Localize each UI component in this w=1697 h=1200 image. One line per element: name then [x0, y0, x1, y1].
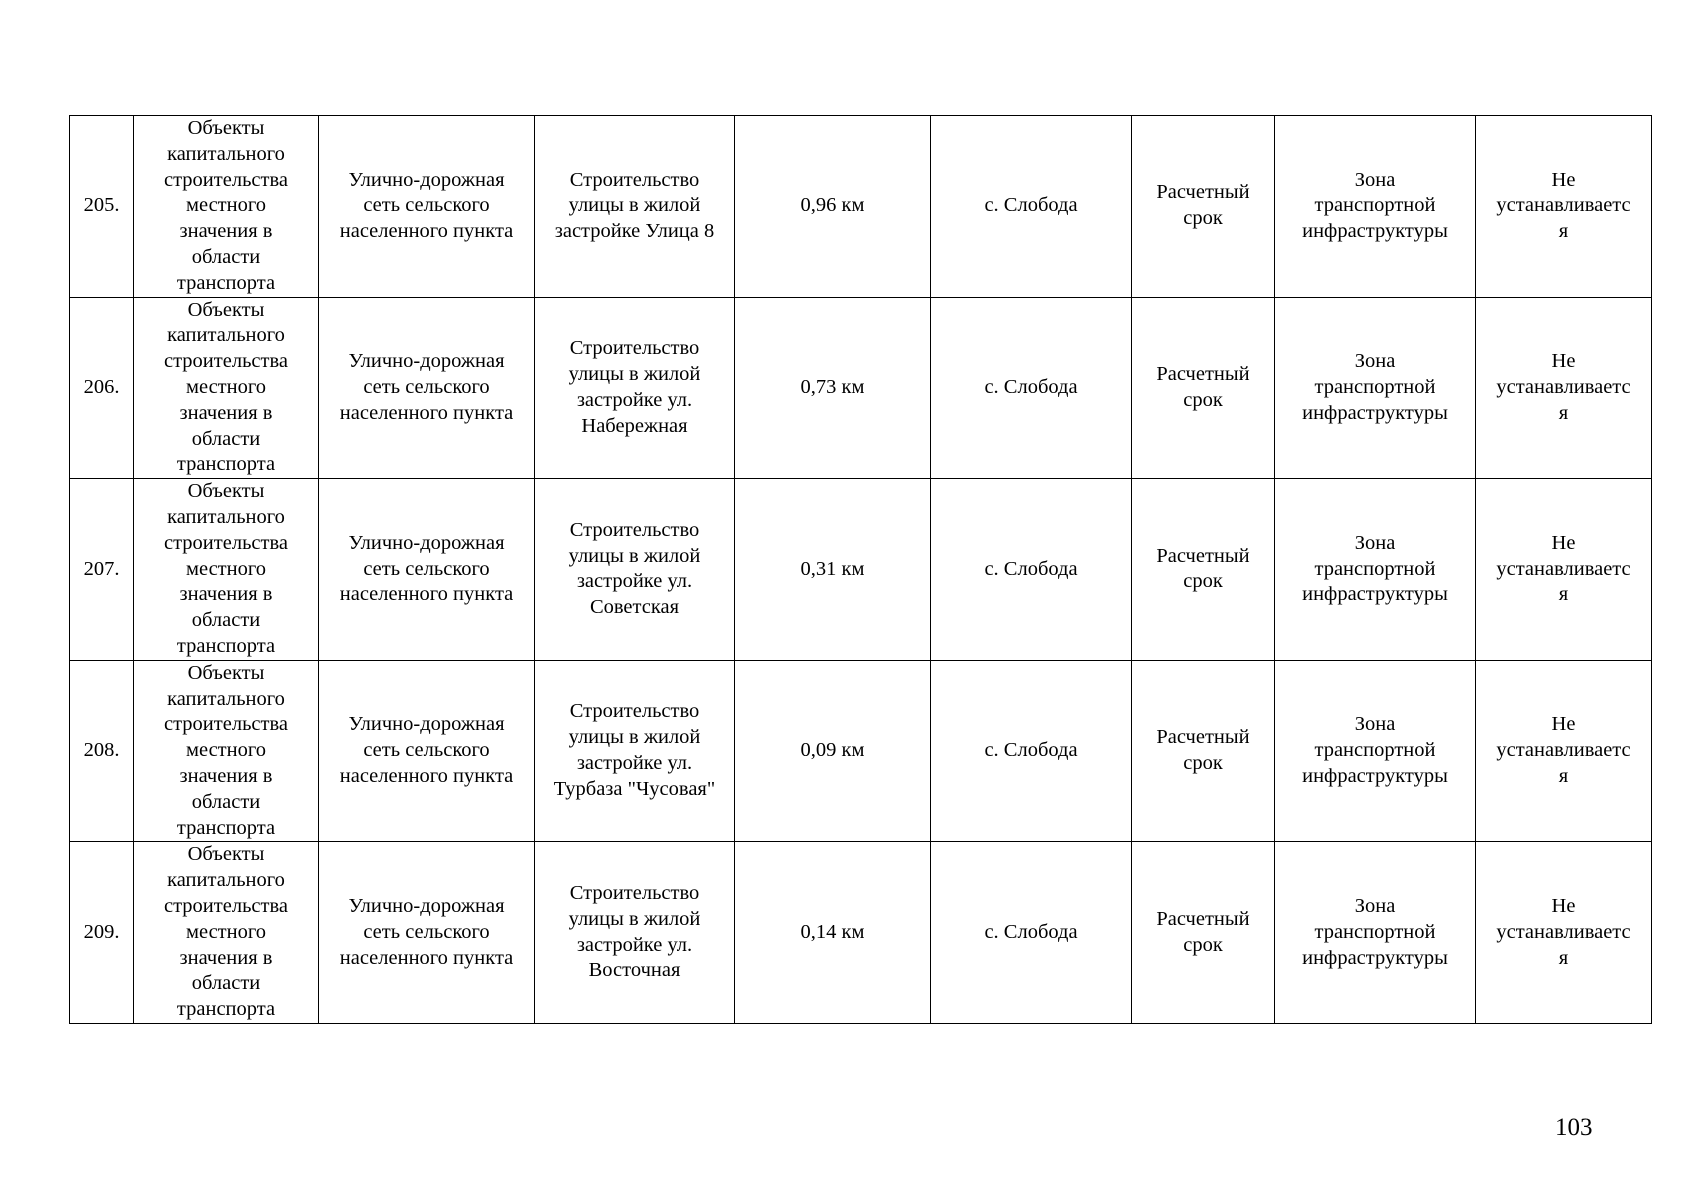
- cell-text-line: значения в: [179, 583, 273, 606]
- zone-cell: [1275, 116, 1476, 298]
- cell-text-line: населенного пункта: [339, 764, 514, 787]
- cell-text-line: области: [191, 972, 261, 995]
- cell-text-line: Строительство: [569, 168, 700, 191]
- cell-text-line: застройке ул.: [576, 388, 693, 411]
- cell-text-line: сеть сельского: [363, 739, 490, 762]
- cell-text-line: населенного пункта: [339, 401, 514, 424]
- protection-zone-cell: [1476, 842, 1652, 1024]
- table-row: [70, 116, 1652, 298]
- zone-cell: [1275, 479, 1476, 661]
- cell-text-line: Строительство: [569, 700, 700, 723]
- zone-cell: [1275, 842, 1476, 1024]
- cell-text-line: транспортной: [1314, 920, 1436, 943]
- table-body: [70, 116, 1652, 1024]
- cell-text-line: Не: [1551, 713, 1576, 736]
- cell-text-line: населенного пункта: [339, 220, 514, 243]
- cell-text-line: транспортной: [1314, 375, 1436, 398]
- location-cell: с. Слобода: [931, 842, 1132, 1024]
- cell-text-line: Зона: [1354, 531, 1396, 554]
- cell-text-line: капитального: [167, 869, 285, 892]
- cell-text-line: срок: [1183, 207, 1223, 230]
- category-cell: [134, 116, 319, 298]
- term-cell: [1132, 660, 1275, 842]
- cell-text-line: улицы в жилой: [568, 363, 701, 386]
- cell-text-line: местного: [185, 375, 266, 398]
- purpose-cell: [535, 116, 735, 298]
- cell-text-line: улицы в жилой: [568, 544, 701, 567]
- category-cell: [134, 842, 319, 1024]
- cell-text-line: строительства: [164, 531, 288, 554]
- cell-text-line: я: [1558, 946, 1569, 969]
- cell-text-line: Объекты: [187, 843, 265, 866]
- cell-text-line: инфраструктуры: [1302, 764, 1448, 787]
- cell-text-line: строительства: [164, 350, 288, 373]
- length-cell: 0,14 км: [735, 842, 931, 1024]
- cell-text-line: инфраструктуры: [1302, 401, 1448, 424]
- cell-text-line: улицы в жилой: [568, 726, 701, 749]
- cell-text-line: Набережная: [581, 414, 688, 437]
- table-row: [70, 660, 1652, 842]
- objects-table: [69, 115, 1652, 1024]
- cell-text-line: значения в: [179, 220, 273, 243]
- page-number: 103: [1555, 1114, 1593, 1141]
- cell-text-line: сеть сельского: [363, 920, 490, 943]
- cell-text-line: я: [1558, 401, 1569, 424]
- cell-text-line: Расчетный: [1156, 181, 1250, 204]
- length-cell: 0,96 км: [735, 116, 931, 298]
- cell-text-line: инфраструктуры: [1302, 946, 1448, 969]
- cell-text-line: Улично-дорожная: [348, 894, 505, 917]
- protection-zone-cell: [1476, 479, 1652, 661]
- cell-text-line: значения в: [179, 764, 273, 787]
- cell-text-line: улицы в жилой: [568, 194, 701, 217]
- cell-text-line: Объекты: [187, 480, 265, 503]
- cell-text-line: Не: [1551, 350, 1576, 373]
- cell-text-line: застройке ул.: [576, 933, 693, 956]
- cell-text-line: Советская: [589, 596, 680, 619]
- cell-text-line: Объекты: [187, 117, 265, 139]
- cell-text-line: устанавливаетс: [1496, 375, 1631, 398]
- cell-text-line: местного: [185, 739, 266, 762]
- cell-text-line: Улично-дорожная: [348, 350, 505, 373]
- cell-text-line: транспорта: [176, 816, 276, 839]
- cell-text-line: местного: [185, 194, 266, 217]
- cell-text-line: я: [1558, 583, 1569, 606]
- cell-text-line: застройке ул.: [576, 752, 693, 775]
- cell-text-line: транспортной: [1314, 557, 1436, 580]
- protection-zone-cell: [1476, 660, 1652, 842]
- cell-text-line: Объекты: [187, 661, 265, 684]
- cell-text-line: капитального: [167, 324, 285, 347]
- cell-text-line: застройке ул.: [576, 570, 693, 593]
- cell-text-line: Строительство: [569, 882, 700, 904]
- cell-text-line: срок: [1183, 388, 1223, 411]
- cell-text-line: устанавливаетс: [1496, 739, 1631, 762]
- term-cell: [1132, 116, 1275, 298]
- cell-text-line: Расчетный: [1156, 907, 1250, 930]
- cell-text-line: Зона: [1354, 350, 1396, 373]
- cell-text-line: области: [191, 790, 261, 813]
- length-cell: 0,73 км: [735, 297, 931, 479]
- cell-text-line: капитального: [167, 687, 285, 710]
- cell-text-line: Восточная: [588, 959, 681, 982]
- length-cell: 0,09 км: [735, 660, 931, 842]
- cell-text-line: Турбаза "Чусовая": [553, 777, 716, 800]
- cell-text-line: устанавливаетс: [1496, 920, 1631, 943]
- cell-text-line: населенного пункта: [339, 583, 514, 606]
- cell-text-line: транспорта: [176, 634, 276, 657]
- cell-text-line: Расчетный: [1156, 544, 1250, 567]
- table-row: [70, 297, 1652, 479]
- cell-text-line: транспорта: [176, 271, 276, 294]
- cell-text-line: местного: [185, 920, 266, 943]
- purpose-cell: [535, 297, 735, 479]
- location-cell: с. Слобода: [931, 116, 1132, 298]
- length-cell: 0,31 км: [735, 479, 931, 661]
- cell-text-line: строительства: [164, 894, 288, 917]
- cell-text-line: области: [191, 245, 261, 268]
- location-cell: с. Слобода: [931, 297, 1132, 479]
- term-cell: [1132, 297, 1275, 479]
- cell-text-line: значения в: [179, 946, 273, 969]
- row-number-cell: 209.: [70, 842, 134, 1024]
- zone-cell: [1275, 297, 1476, 479]
- cell-text-line: Не: [1551, 531, 1576, 554]
- row-number-cell: 205.: [70, 116, 134, 298]
- object-type-cell: [319, 842, 535, 1024]
- cell-text-line: Не: [1551, 894, 1576, 917]
- cell-text-line: я: [1558, 764, 1569, 787]
- cell-text-line: Улично-дорожная: [348, 531, 505, 554]
- cell-text-line: Зона: [1354, 894, 1396, 917]
- cell-text-line: улицы в жилой: [568, 907, 701, 930]
- cell-text-line: срок: [1183, 933, 1223, 956]
- cell-text-line: Расчетный: [1156, 363, 1250, 386]
- zone-cell: [1275, 660, 1476, 842]
- object-type-cell: [319, 479, 535, 661]
- row-number-cell: 208.: [70, 660, 134, 842]
- cell-text-line: сеть сельского: [363, 194, 490, 217]
- cell-text-line: инфраструктуры: [1302, 220, 1448, 243]
- object-type-cell: [319, 297, 535, 479]
- cell-text-line: срок: [1183, 570, 1223, 593]
- cell-text-line: транспортной: [1314, 194, 1436, 217]
- purpose-cell: [535, 660, 735, 842]
- cell-text-line: устанавливаетс: [1496, 557, 1631, 580]
- category-cell: [134, 479, 319, 661]
- term-cell: [1132, 479, 1275, 661]
- table-row: [70, 842, 1652, 1024]
- protection-zone-cell: [1476, 116, 1652, 298]
- cell-text-line: Зона: [1354, 168, 1396, 191]
- object-type-cell: [319, 116, 535, 298]
- category-cell: [134, 660, 319, 842]
- row-number-cell: 207.: [70, 479, 134, 661]
- purpose-cell: [535, 842, 735, 1024]
- cell-text-line: транспортной: [1314, 739, 1436, 762]
- cell-text-line: строительства: [164, 713, 288, 736]
- cell-text-line: я: [1558, 220, 1569, 243]
- cell-text-line: Строительство: [569, 518, 700, 541]
- purpose-cell: [535, 479, 735, 661]
- cell-text-line: строительства: [164, 168, 288, 191]
- cell-text-line: Не: [1551, 168, 1576, 191]
- cell-text-line: транспорта: [176, 998, 276, 1021]
- cell-text-line: Улично-дорожная: [348, 713, 505, 736]
- cell-text-line: Строительство: [569, 337, 700, 360]
- cell-text-line: сеть сельского: [363, 557, 490, 580]
- protection-zone-cell: [1476, 297, 1652, 479]
- cell-text-line: Расчетный: [1156, 726, 1250, 749]
- term-cell: [1132, 842, 1275, 1024]
- cell-text-line: местного: [185, 557, 266, 580]
- cell-text-line: населенного пункта: [339, 946, 514, 969]
- object-type-cell: [319, 660, 535, 842]
- cell-text-line: инфраструктуры: [1302, 583, 1448, 606]
- location-cell: с. Слобода: [931, 660, 1132, 842]
- cell-text-line: капитального: [167, 142, 285, 165]
- category-cell: [134, 297, 319, 479]
- table-row: [70, 479, 1652, 661]
- cell-text-line: капитального: [167, 505, 285, 528]
- cell-text-line: застройке Улица 8: [554, 220, 715, 243]
- cell-text-line: области: [191, 609, 261, 632]
- cell-text-line: значения в: [179, 401, 273, 424]
- cell-text-line: области: [191, 427, 261, 450]
- cell-text-line: Объекты: [187, 298, 265, 321]
- cell-text-line: срок: [1183, 752, 1223, 775]
- location-cell: с. Слобода: [931, 479, 1132, 661]
- cell-text-line: Улично-дорожная: [348, 168, 505, 191]
- cell-text-line: Зона: [1354, 713, 1396, 736]
- cell-text-line: устанавливаетс: [1496, 194, 1631, 217]
- cell-text-line: транспорта: [176, 453, 276, 476]
- row-number-cell: 206.: [70, 297, 134, 479]
- cell-text-line: сеть сельского: [363, 375, 490, 398]
